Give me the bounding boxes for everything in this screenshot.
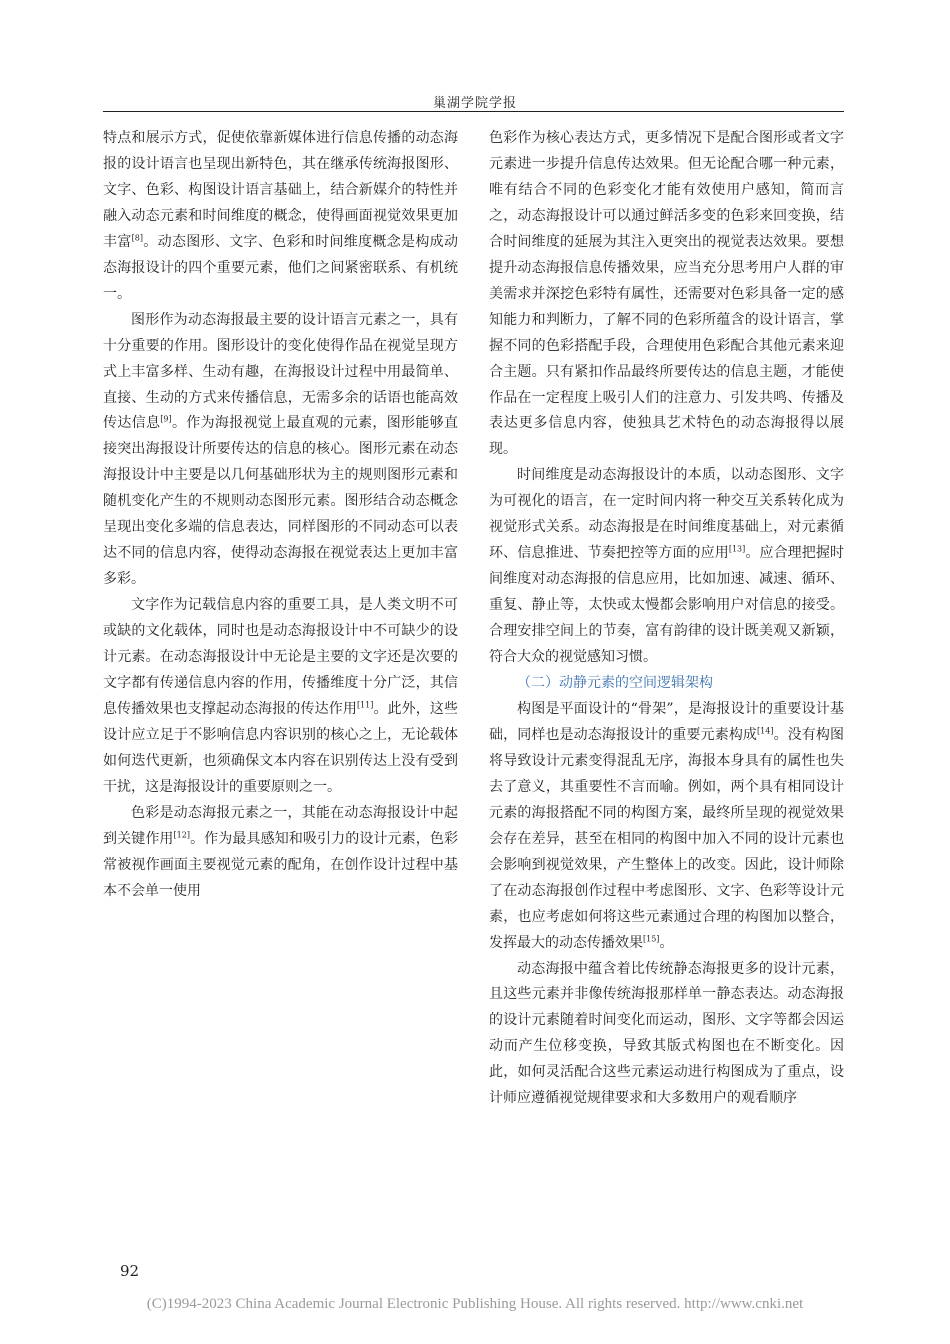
running-header: 巢湖学院学报 <box>432 96 517 111</box>
citation-mark: [15] <box>643 933 660 943</box>
paragraph: 色彩作为核心表达方式，更多情况下是配合图形或者文字元素进一步提升信息传达效果。但无论配合哪一种元素，唯有结合不同的色彩变化才能有效使用户感知，简而言之，动态海报设计可以通过鲜活多变的色彩来回变换，结合时间维度的延展为其注入更突出的视觉表达效果。要想提升动态海报信息传播效果，应当充分思考用户人群的审美需求并深挖色彩特有属性，还需要对色彩具备一定的感知能力和判断力，了解不同的色彩所蕴含的设计语言，掌握不同的色彩搭配手段，合理使用色彩配合其他元素来迎合主题。只有紧扣作品最终所要传达的信息主题，才能使作品在一定程度上吸引人们的注意力、引发共鸣、传播及表达更多信息内容，使独具艺术特色的动态海报得以展现。 <box>489 130 844 458</box>
right-column <box>489 126 844 1112</box>
paragraph: 时间维度是动态海报设计的本质，以动态图形、文字为可视化的语言，在一定时间内将一种交互关系转化成为视觉形式关系。动态海报是在时间维度基础上，对元素循环、信息推进、节奏把控等方面的应用[13]。应合理把握时间维度对动态海报的信息应用，比如加速、减速、循环、重复、静止等，太快或太慢都会影响用户对信息的接受。合理安排空间上的节奏，富有韵律的设计既美观又新颖，符合大众的视觉感知习惯。 <box>489 467 845 666</box>
citation-mark: [9] <box>160 414 172 424</box>
section-subheading: （二）动静元素的空间逻辑架构 <box>517 675 713 692</box>
citation-mark: [11] <box>356 700 374 710</box>
paragraph: 图形作为动态海报最主要的设计语言元素之一，具有十分重要的作用。图形设计的变化使得作品在视觉呈现方式上丰富多样、生动有趣，在海报设计过程中用最简单、直接、生动的方式来传播信息，无需多余的话语也能高效传达信息[9]。作为海报视觉上最直观的元素，图形能够直接突出海报设计所要传达的信息的核心。图形元素在动态海报设计中主要是以几何基础形状为主的规则图形元素和随机变化产生的不规则动态图形元素。图形结合动态概念呈现出变化多端的信息表达，同样图形的不同动态可以表达不同的信息内容，使得动态海报在视觉表达上更加丰富多彩。 <box>103 311 459 588</box>
paragraph: 色彩是动态海报元素之一，其能在动态海报设计中起到关键作用[12]。作为最具感知和吸引力的设计元素，色彩常被视作画面主要视觉元素的配角，在创作设计过程中基本不会单一使用 <box>103 804 459 899</box>
copyright-footer: (C)1994-2023 China Academic Journal Electronic Publishing House. All rights reserved. http://www.cnki.net <box>146 1296 804 1312</box>
citation-mark: [12] <box>173 830 190 840</box>
paragraph: 特点和展示方式，促使依靠新媒体进行信息传播的动态海报的设计语言也呈现出新特色，其在继承传统海报图形、文字、色彩、构图设计语言基础上，结合新媒介的特性并融入动态元素和时间维度的概念，使得画面视觉效果更加丰富[8]。动态图形、文字、色彩和时间维度概念是构成动态海报设计的四个重要元素，他们之间紧密联系、有机统一。 <box>103 130 459 302</box>
paragraph: 构图是平面设计的“骨架”，是海报设计的重要设计基础，同样也是动态海报设计的重要元素构成[14]。没有构图将导致设计元素变得混乱无序，海报本身具有的属性也失去了意义，其重要性不言而喻。例如，两个具有相同设计元素的海报搭配不同的构图方案，最终所呈现的视觉效果会存在差异，甚至在相同的构图中加入不同的设计元素也会影响到视觉效果，产生整体上的改变。因此，设计师除了在动态海报创作过程中考虑图形、文字、色彩等设计元素，也应考虑如何将这些元素通过合理的构图加以整合，发挥最大的动态传播效果[15]。 <box>489 700 845 951</box>
left-column <box>103 126 458 905</box>
citation-mark: [13] <box>728 544 746 554</box>
paragraph: 文字作为记载信息内容的重要工具，是人类文明不可或缺的文化载体，同时也是动态海报设计中不可缺少的设计元素。在动态海报设计中无论是主要的文字还是次要的文字都有传递信息内容的作用，传播维度十分广泛，其信息传播效果也支撑起动态海报的传达作用[11]。此外，这些设计应立足于不影响信息内容识别的核心之上，无论载体如何迭代更新，也须确保文本内容在识别传达上没有受到干扰，这是海报设计的重要原则之一。 <box>103 597 459 795</box>
citation-mark: [8] <box>131 233 143 243</box>
citation-mark: [14] <box>757 726 774 736</box>
header-rule <box>103 111 844 112</box>
paragraph: 动态海报中蕴含着比传统静态海报更多的设计元素，且这些元素并非像传统海报那样单一静态表达。动态海报的设计元素随着时间变化而运动，图形、文字等都会因运动而产生位移变换，导致其版式构图也在不断变化。因此，如何灵活配合这些元素运动进行构图成为了重点，设计师应遵循视觉规律要求和大多数用户的观看顺序 <box>489 960 844 1107</box>
page-number: 92 <box>120 1262 140 1280</box>
